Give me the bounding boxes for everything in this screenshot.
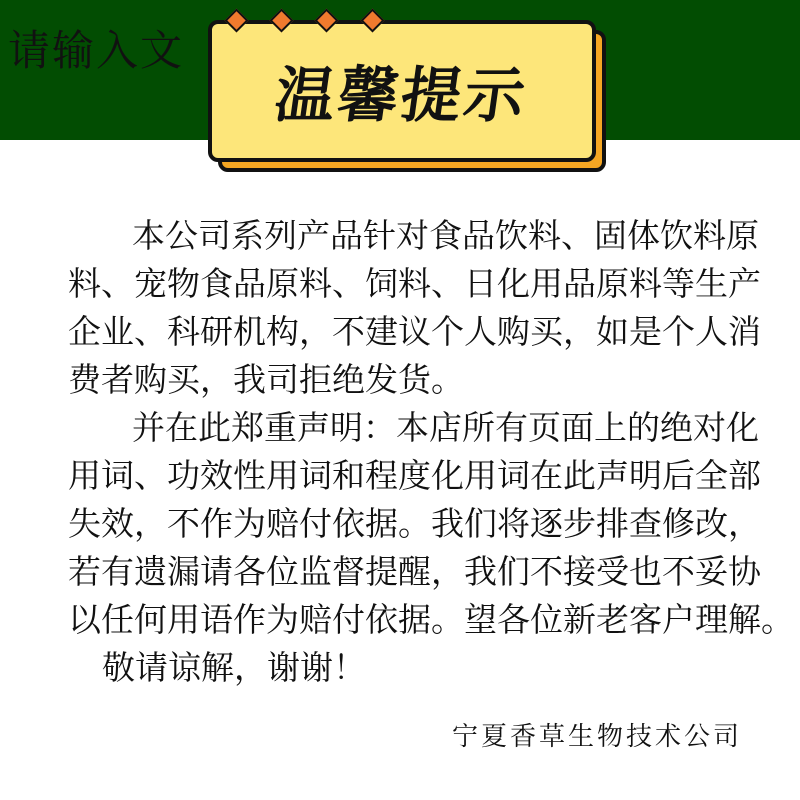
placeholder-text: 请输入文 bbox=[8, 26, 185, 75]
banner-title: 温馨提示 bbox=[270, 61, 533, 131]
notice-line: 并在此郑重声明：本店所有页面上的绝对化 bbox=[132, 408, 759, 447]
notice-line: 用词、功效性用词和程度化用词在此声明后全部 bbox=[68, 456, 761, 495]
notice-line: 以任何用语作为赔付依据。望各位新老客户理解。 bbox=[68, 600, 794, 639]
notice-line: 企业、科研机构，不建议个人购买，如是个人消 bbox=[68, 312, 761, 351]
closing-line: 敬请谅解，谢谢！ bbox=[102, 648, 366, 687]
title-banner bbox=[208, 20, 596, 162]
notice-line: 失效，不作为赔付依据。我们将逐步排查修改， bbox=[68, 504, 761, 543]
notice-body bbox=[68, 212, 794, 692]
notice-line: 若有遗漏请各位监督提醒，我们不接受也不妥协 bbox=[68, 552, 761, 591]
company-signature: 宁夏香草生物技术公司 bbox=[451, 722, 742, 752]
notice-line: 本公司系列产品针对食品饮料、固体饮料原 bbox=[132, 216, 759, 255]
notice-line: 料、宠物食品原料、饲料、日化用品原料等生产 bbox=[68, 264, 761, 303]
notice-line: 费者购买，我司拒绝发货。 bbox=[68, 360, 464, 399]
